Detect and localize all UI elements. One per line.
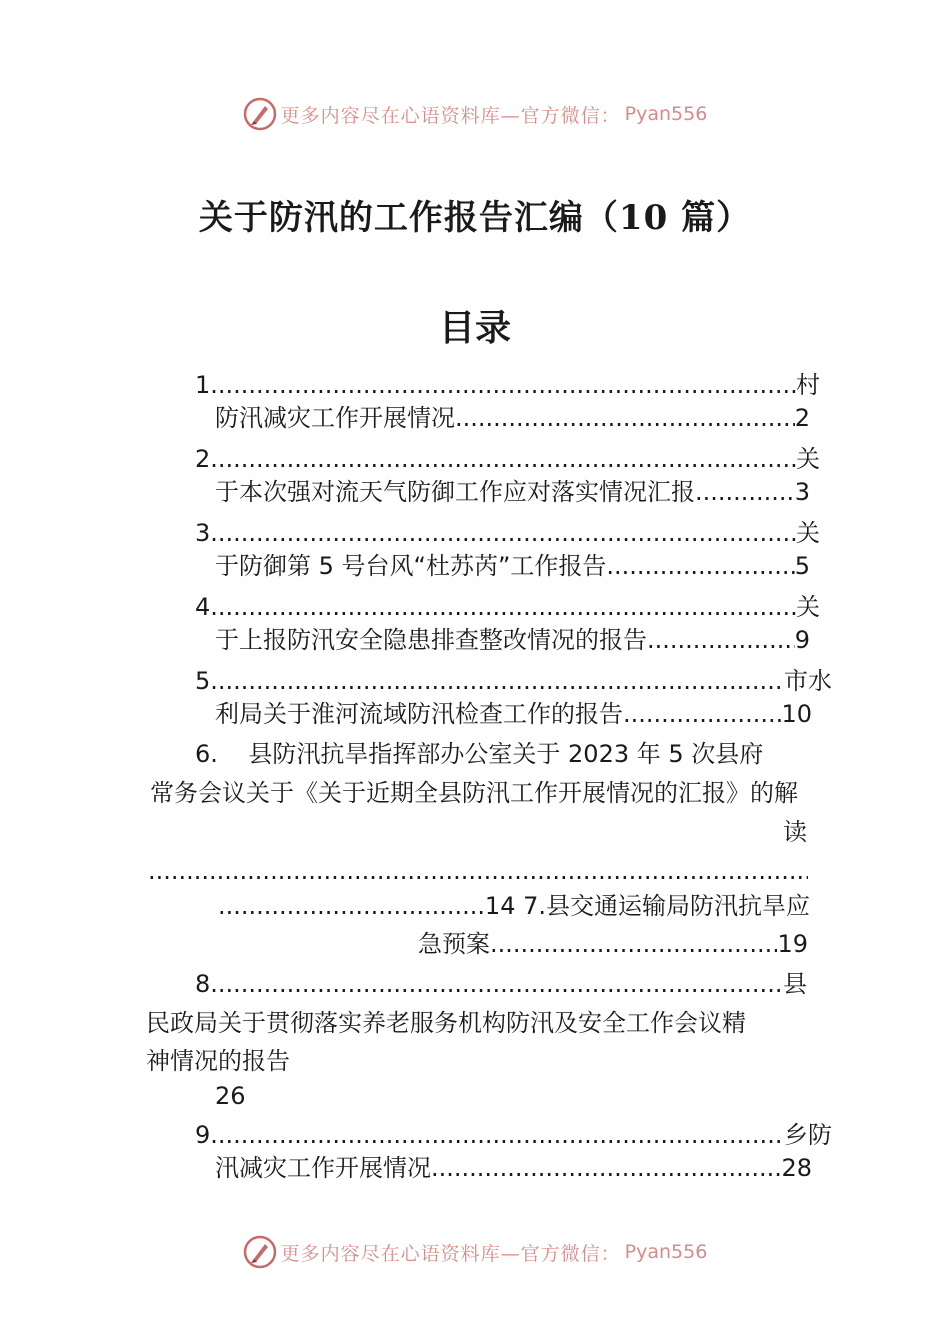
toc-entry-5-line1: 5. ..... 市水 xyxy=(195,666,832,696)
toc-entry-4-line2[interactable]: 于上报防汛安全隐患排查整改情况的报告 ..... 9 xyxy=(215,625,810,655)
toc-entry-3-line2[interactable]: 于防御第 5 号台风“杜苏芮”工作报告 ..... 5 xyxy=(215,551,810,581)
toc-entry-4-line1: 4. ..... 关 xyxy=(195,592,820,622)
toc-entry-9-line1: 9. ..... 乡防 xyxy=(195,1120,832,1150)
toc-entry-8-line1: 8. ..... 县 xyxy=(195,969,807,999)
bottom-watermark xyxy=(0,1232,950,1272)
toc-entry-1-line2[interactable]: 防汛减灾工作开展情况 ..... 2 xyxy=(215,403,810,433)
toc-entry-5-line2[interactable]: 利局关于淮河流域防汛检查工作的报告 ..... 10 xyxy=(215,699,812,729)
watermark-text: 更多内容尽在心语资料库—官方微信： xyxy=(280,1242,621,1265)
toc-entry-1-line1: 1. ..... 村 xyxy=(195,370,820,400)
toc-entry-9-line2[interactable]: 汛减灾工作开展情况 ..... 28 xyxy=(215,1153,812,1183)
toc-entry-2-line2[interactable]: 于本次强对流天气防御工作应对落实情况汇报 ..... 3 xyxy=(215,477,810,507)
toc-entry-7-line2[interactable]: 急预案 ..... 19 xyxy=(418,929,808,959)
watermark-wechat-id: Pyan556 xyxy=(624,1241,708,1263)
toc-entry-8-line2[interactable]: 民政局关于贯彻落实养老服务机构防汛及安全工作会议精 xyxy=(146,1009,746,1037)
toc-entry-2-line1: 2. ..... 关 xyxy=(195,444,820,474)
pen-logo-icon xyxy=(243,97,277,131)
document-title: 关于防汛的工作报告汇编（10 篇） xyxy=(198,198,752,238)
toc-entry-6-line3: 读 xyxy=(783,818,807,846)
toc-entry-6-line2: 常务会议关于《关于近期全县防汛工作开展情况的汇报》的解 xyxy=(150,779,798,807)
toc-entry-3-line1: 3. ..... 关 xyxy=(195,518,820,548)
toc-entry-6-leader xyxy=(148,856,808,886)
toc-entry-6-line1[interactable]: 6. 县防汛抗旱指挥部办公室关于 2023 年 5 次县府 xyxy=(195,740,764,768)
toc-entry-8-line3: 神情况的报告 xyxy=(146,1047,290,1075)
toc-entry-8-page: 26 xyxy=(215,1082,246,1110)
pen-logo-icon xyxy=(243,1235,277,1269)
top-watermark xyxy=(0,94,950,134)
toc-heading: 目录 xyxy=(438,307,511,349)
toc-entry-6-page: ..... 14 7.县交通运输局防汛抗旱应 xyxy=(218,891,810,921)
watermark-wechat-id: Pyan556 xyxy=(624,103,708,125)
watermark-text: 更多内容尽在心语资料库—官方微信： xyxy=(280,104,621,127)
